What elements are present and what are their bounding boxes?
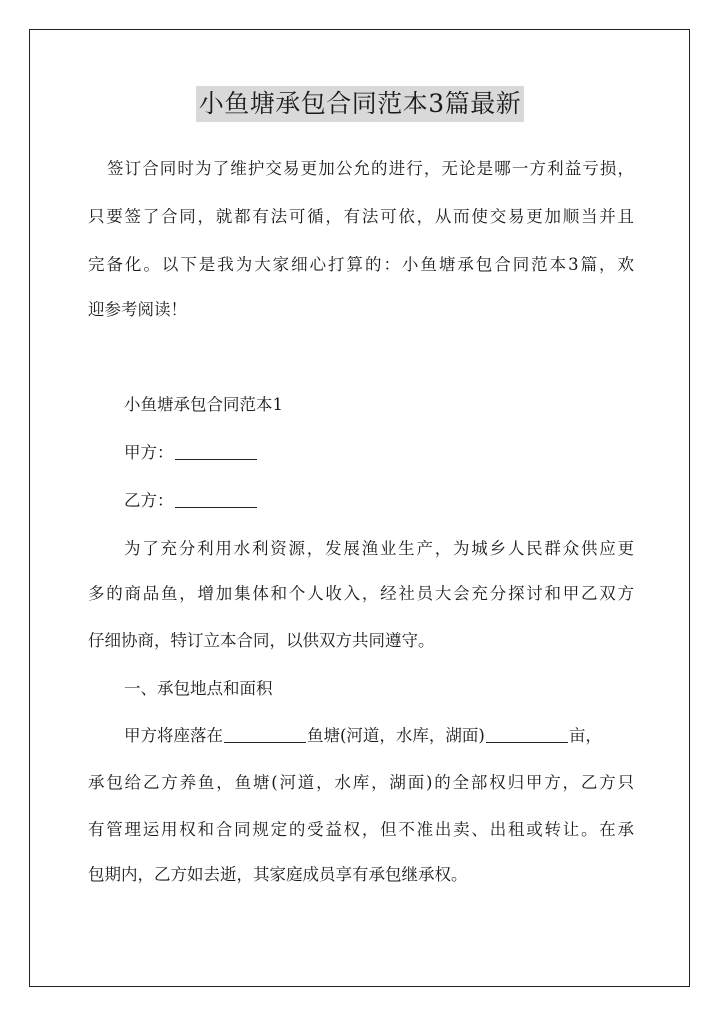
intro-line-4: 迎参考阅读！ (88, 300, 187, 319)
para1-line-1: 为了充分利用水利资源，发展渔业生产，为城乡人民群众供应更 (124, 539, 634, 558)
party-a-label: 甲方： (124, 443, 174, 462)
para1-line-3: 仔细协商，特订立本合同，以供双方共同遵守。 (88, 631, 435, 650)
area-blank (486, 726, 568, 743)
party-b-blank (175, 491, 257, 508)
clause1-heading: 一、承包地点和面积 (124, 679, 273, 698)
party-b-label: 乙方： (124, 491, 174, 510)
clause1-line1-part-c: 亩， (568, 726, 602, 745)
clause1-line-3: 有管理运用权和合同规定的受益权，但不准出卖、出租或转让。在承 (88, 820, 634, 839)
clause1-line1-part-a: 甲方将座落在 (124, 726, 223, 745)
intro-line-2: 只要签了合同，就都有法可循，有法可依，从而使交易更加顺当并且 (88, 207, 634, 226)
clause1-line1-part-b: 鱼塘(河道，水库，湖面) (307, 726, 485, 745)
party-a-line (124, 441, 258, 465)
clause1-line-1 (124, 724, 602, 748)
party-b-line (124, 489, 258, 513)
para1-line-2: 多的商品鱼，增加集体和个人收入，经社员大会充分探讨和甲乙双方 (88, 584, 634, 603)
title-container (0, 86, 720, 122)
party-a-blank (175, 443, 257, 460)
intro-line-1: 签订合同时为了维护交易更加公允的进行，无论是哪一方利益亏损， (107, 159, 634, 178)
intro-line-3: 完备化。以下是我为大家细心打算的：小鱼塘承包合同范本3篇，欢 (88, 255, 634, 274)
clause1-line-4: 包期内，乙方如去逝，其家庭成员享有承包继承权。 (88, 865, 468, 884)
clause1-line-2: 承包给乙方养鱼，鱼塘(河道，水库，湖面)的全部权归甲方，乙方只 (88, 773, 634, 792)
section-heading: 小鱼塘承包合同范本1 (124, 395, 283, 414)
location-blank (224, 726, 306, 743)
document-title: 小鱼塘承包合同范本3篇最新 (196, 86, 524, 122)
